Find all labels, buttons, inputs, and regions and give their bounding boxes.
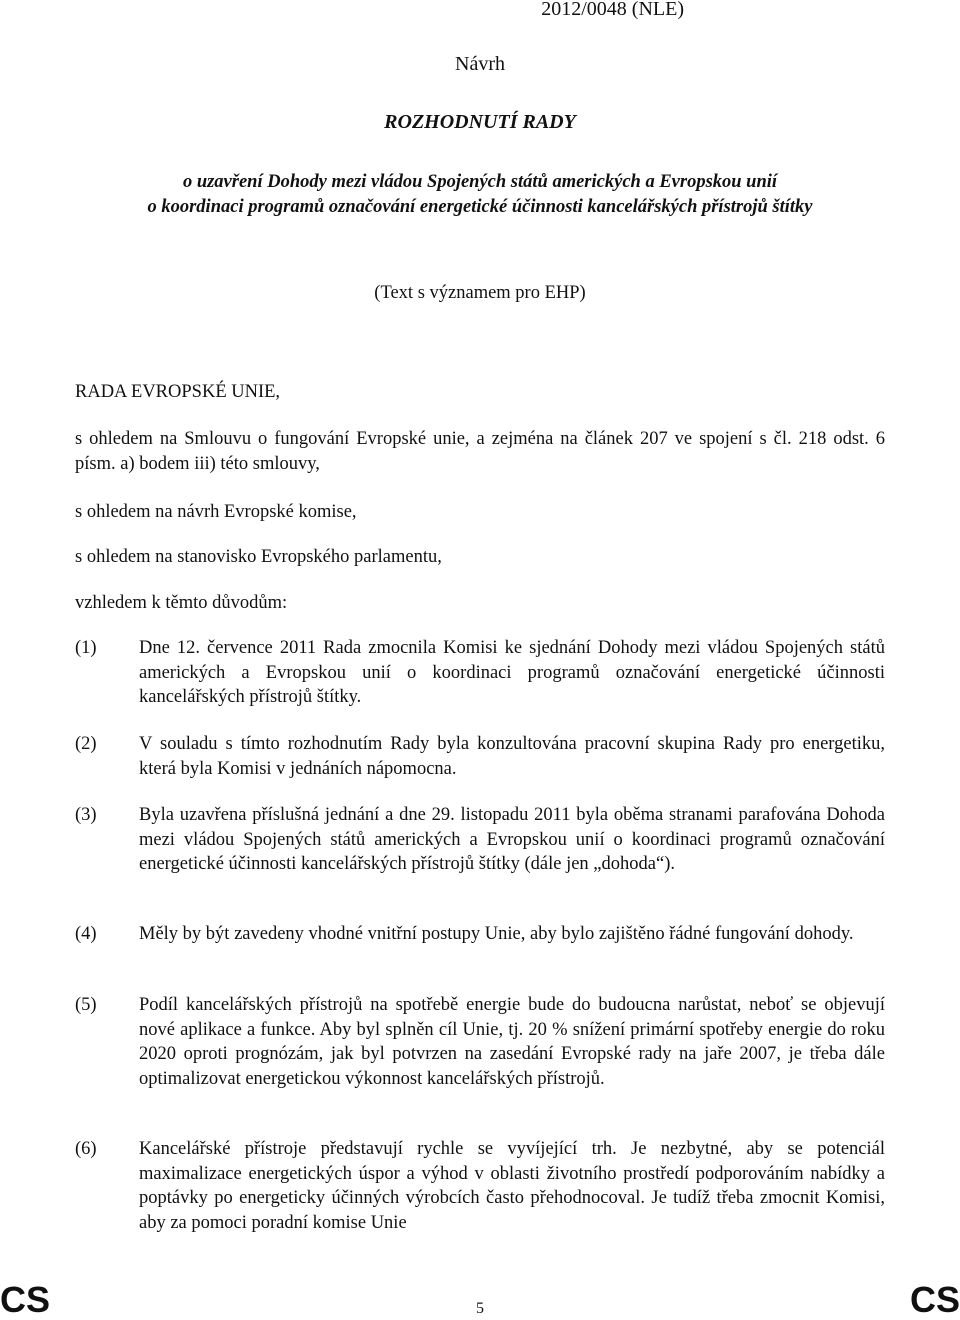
clause-6 [75, 1137, 885, 1235]
document-title: ROZHODNUTÍ RADY [384, 111, 576, 133]
recital-proposal: s ohledem na návrh Evropské komise, [75, 502, 357, 522]
recital-treaty: s ohledem na Smlouvu o fungování Evropské unie, a zejména na článek 207 ve spojení s čl. 218 odst. 6 písm. a) bodem iii) této smlouvy, [75, 429, 885, 474]
council-heading: RADA EVROPSKÉ UNIE, [75, 382, 281, 402]
clause-number: (6) [75, 1139, 97, 1159]
eea-relevance-note: (Text s významem pro EHP) [374, 283, 586, 303]
clause-4 [75, 922, 885, 947]
clause-number: (3) [75, 805, 97, 825]
proposal-label: Návrh [455, 53, 505, 75]
whereas-intro: vzhledem k těmto důvodům: [75, 593, 288, 613]
clause-text: V souladu s tímto rozhodnutím Rady byla konzultována pracovní skupina Rady pro energetiku, která byla Komisi v jednáních nápomocna. [139, 734, 885, 779]
clause-2 [75, 732, 885, 781]
page-number: 5 [476, 1300, 484, 1317]
clause-number: (4) [75, 924, 97, 944]
clause-text: Podíl kancelářských přístrojů na spotřebě energie bude do budoucna narůstat, neboť se objevují nové aplikace a funkce. Aby byl splněn cíl Unie, tj. 20 % snížení primární spotřeby energie do roku 2020 oproti prognózám, jak byl potvrzen na zasedání Evropské rady na jaře 2007, je třeba dále optimalizovat energetickou výkonnost kancelářských přístrojů. [139, 995, 885, 1089]
clause-5 [75, 993, 885, 1091]
subtitle-line-2: o koordinaci programů označování energetické účinnosti kancelářských přístrojů štítky [147, 197, 813, 217]
subtitle-line-1: o uzavření Dohody mezi vládou Spojených států amerických a Evropskou unií [182, 172, 778, 192]
clause-text: Měly by být zavedeny vhodné vnitřní postupy Unie, aby bylo zajištěno řádné fungování dohody. [139, 924, 854, 944]
document-reference: 2012/0048 (NLE) [541, 0, 684, 20]
document-subtitle [0, 170, 960, 220]
clause-text: Byla uzavřena příslušná jednání a dne 29. listopadu 2011 byla oběma stranami parafována Dohoda mezi vládou Spojených států amerických a Evropskou unií o koordinaci programů označování energetické účinnosti kancelářských přístrojů štítky (dále jen „dohoda“). [139, 805, 885, 874]
clause-1 [75, 636, 885, 710]
clause-number: (2) [75, 734, 97, 754]
language-code-right: CS [909, 1279, 960, 1320]
clause-text: Kancelářské přístroje představují rychle se vyvíjející trh. Je nezbytné, aby se potenciál maximalizace energetických úspor a výhod v oblasti životního prostředí podporováním nabídky a poptávky po energeticky účinných výrobcích často přehodnocoval. Je tudíž třeba zmocnit Komisi, aby za pomoci poradní komise Unie [139, 1139, 885, 1233]
clause-number: (5) [75, 995, 97, 1015]
clause-text: Dne 12. července 2011 Rada zmocnila Komisi ke sjednání Dohody mezi vládou Spojených států amerických a Evropskou unií o koordinaci programů označování energetické účinnosti kancelářských přístrojů štítky. [139, 638, 885, 707]
recital-parliament: s ohledem na stanovisko Evropského parlamentu, [75, 547, 442, 567]
clause-3 [75, 803, 885, 877]
clause-number: (1) [75, 638, 97, 658]
language-code-left: CS [0, 1279, 51, 1320]
